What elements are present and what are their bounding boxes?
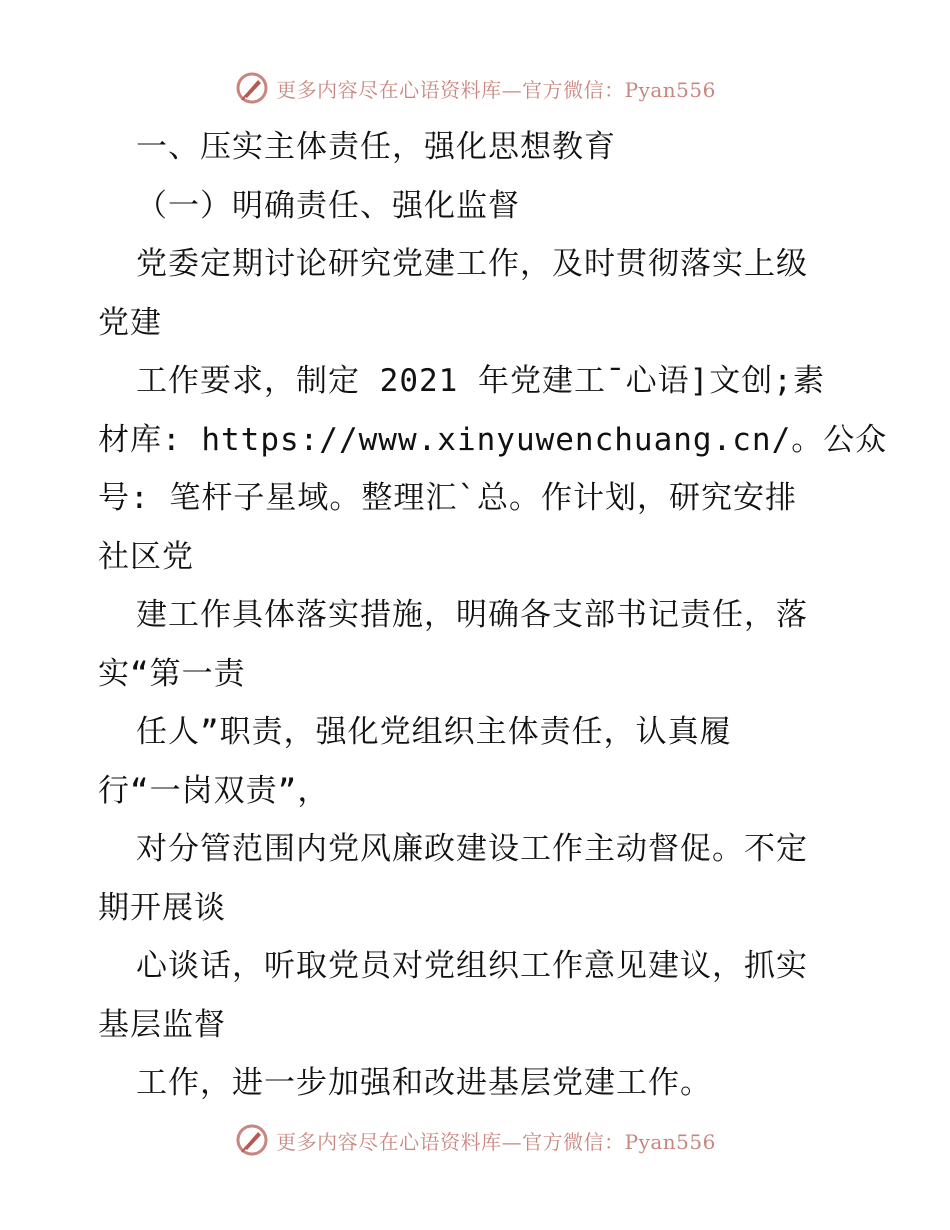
text-line: 期开展谈 — [98, 889, 226, 926]
header-watermark — [0, 70, 950, 106]
text-line: （一）明确责任、强化监督 — [136, 187, 520, 224]
text-line: 实“第一责 — [98, 655, 246, 692]
text-line: 号: 笔杆子星域。整理汇`总。作计划，研究安排 — [98, 480, 797, 516]
quill-logo-icon — [234, 70, 270, 106]
watermark-text: 更多内容尽在心语资料库—官方微信：Pyan556 — [276, 1129, 716, 1154]
text-line: 党委定期讨论研究党建工作，及时贯彻落实上级 — [136, 246, 808, 282]
text-line: 社区党 — [98, 538, 194, 575]
text-line: 一、压实主体责任，强化思想教育 — [136, 129, 616, 165]
footer-watermark — [0, 1122, 950, 1158]
text-line: 心谈话，听取党员对党组织工作意见建议，抓实 — [136, 948, 808, 984]
text-line: 党建 — [98, 304, 162, 341]
document-body — [98, 118, 888, 1113]
text-line: 行“一岗双责”， — [98, 772, 330, 809]
text-line: 建工作具体落实措施，明确各支部书记责任，落 — [136, 597, 808, 633]
watermark-text: 更多内容尽在心语资料库—官方微信：Pyan556 — [276, 77, 716, 102]
text-line: 工作要求，制定 2021 年党建工¯心语]文创;素 — [136, 363, 825, 399]
text-line: 对分管范围内党风廉政建设工作主动督促。不定 — [136, 831, 808, 867]
text-line: 材库: https://www.xinyuwenchuang.cn/。公众 — [98, 421, 888, 458]
text-line: 工作，进一步加强和改进基层党建工作。 — [136, 1065, 712, 1101]
text-line: 任人”职责，强化党组织主体责任，认真履 — [136, 714, 732, 750]
text-line: 基层监督 — [98, 1006, 226, 1043]
quill-logo-icon — [234, 1122, 270, 1158]
